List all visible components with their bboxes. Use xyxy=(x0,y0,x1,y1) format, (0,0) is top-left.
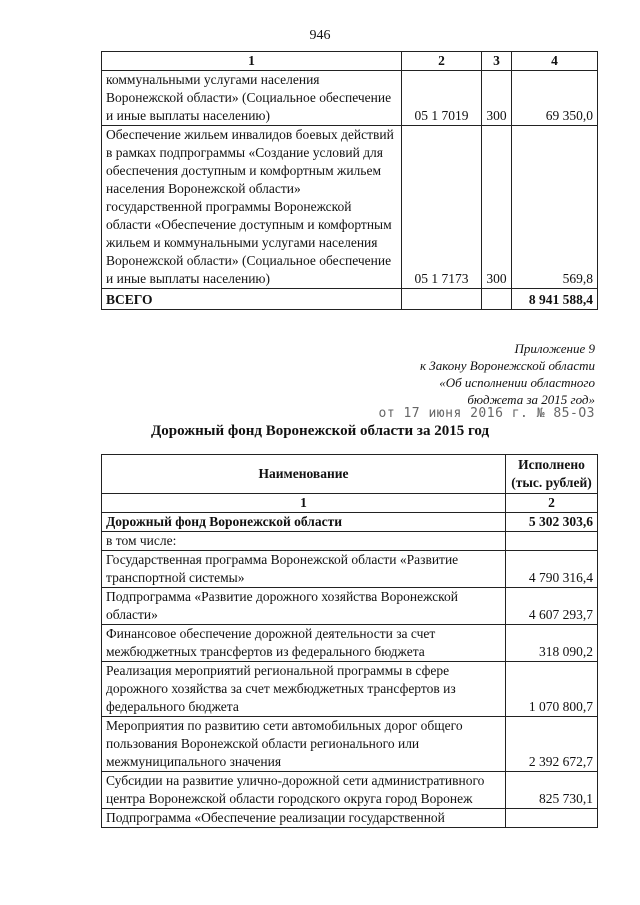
table-row xyxy=(102,662,598,717)
row-value xyxy=(506,809,598,828)
table-row xyxy=(102,126,598,289)
page-number: 946 xyxy=(309,28,331,43)
document-title: Дорожный фонд Воронежской области за 2015 год xyxy=(150,423,490,439)
empty-cell xyxy=(402,289,482,310)
row-sum: 69 350,0 xyxy=(512,71,598,126)
column-header-name: Наименование xyxy=(102,455,506,494)
row-value xyxy=(506,532,598,551)
row-value: 318 090,2 xyxy=(506,625,598,662)
table-row xyxy=(102,717,598,772)
table-header-row xyxy=(102,52,598,71)
row-kvr: 300 xyxy=(482,71,512,126)
header-value-line: Исполнено xyxy=(518,457,585,472)
appendix-line: к Закону Воронежской области xyxy=(419,358,595,373)
table-row xyxy=(102,71,598,126)
row-name: Обеспечение жильем инвалидов боевых действий в рамках подпрограммы «Создание условий для обеспечения доступным и комфортным жильем населения Воронежской области» государственной программы Воронежской области «Обеспечение доступным и комфортным жильем и коммунальными услугами населения Воронежской области» (Социальное обеспечение и иные выплаты населению) xyxy=(102,126,402,289)
row-value: 1 070 800,7 xyxy=(506,662,598,717)
row-value: 5 302 303,6 xyxy=(506,513,598,532)
table-row xyxy=(102,809,598,828)
table-row xyxy=(102,588,598,625)
column-number-row xyxy=(102,494,598,513)
row-value: 4 607 293,7 xyxy=(506,588,598,625)
column-number: 1 xyxy=(102,494,506,513)
column-header: 1 xyxy=(102,52,402,71)
total-sum: 8 941 588,4 xyxy=(512,289,598,310)
row-code: 05 1 7173 xyxy=(402,126,482,289)
table-header-row xyxy=(102,455,598,494)
row-sum: 569,8 xyxy=(512,126,598,289)
road-fund-table xyxy=(101,454,598,828)
column-header: 3 xyxy=(482,52,512,71)
appendix-line: бюджета за 2015 год» xyxy=(467,392,595,407)
law-date-stamp: от 17 июня 2016 г. № 85-ОЗ xyxy=(378,406,595,421)
table-row xyxy=(102,551,598,588)
table-row xyxy=(102,532,598,551)
appendix-line: Приложение 9 xyxy=(514,341,595,356)
column-header-value xyxy=(506,455,598,494)
row-value: 2 392 672,7 xyxy=(506,717,598,772)
header-value-line: (тыс. рублей) xyxy=(511,475,592,490)
row-value: 825 730,1 xyxy=(506,772,598,809)
table-row xyxy=(102,625,598,662)
row-name: Мероприятия по развитию сети автомобильных дорог общего пользования Воронежской области регионального или межмуниципального значения xyxy=(102,717,506,772)
column-number: 2 xyxy=(506,494,598,513)
row-name: в том числе: xyxy=(102,532,506,551)
expenditure-table-continuation xyxy=(101,51,598,310)
row-code: 05 1 7019 xyxy=(402,71,482,126)
empty-cell xyxy=(482,289,512,310)
total-row xyxy=(102,289,598,310)
table-row xyxy=(102,513,598,532)
row-name: Подпрограмма «Обеспечение реализации государственной xyxy=(102,809,506,828)
row-name: Государственная программа Воронежской области «Развитие транспортной системы» xyxy=(102,551,506,588)
column-header: 4 xyxy=(512,52,598,71)
column-header: 2 xyxy=(402,52,482,71)
appendix-heading xyxy=(420,340,595,408)
row-name: Субсидии на развитие улично-дорожной сети административного центра Воронежской области городского округа город Воронеж xyxy=(102,772,506,809)
row-name: Реализация мероприятий региональной программы в сфере дорожного хозяйства за счет межбюджетных трансфертов из федерального бюджета xyxy=(102,662,506,717)
row-name: Подпрограмма «Развитие дорожного хозяйства Воронежской области» xyxy=(102,588,506,625)
row-kvr: 300 xyxy=(482,126,512,289)
appendix-line: «Об исполнении областного xyxy=(439,375,595,390)
table-row xyxy=(102,772,598,809)
row-name: Дорожный фонд Воронежской области xyxy=(102,513,506,532)
total-label: ВСЕГО xyxy=(102,289,402,310)
row-value: 4 790 316,4 xyxy=(506,551,598,588)
row-name: коммунальными услугами населения Воронежской области» (Социальное обеспечение и иные выплаты населению) xyxy=(102,71,402,126)
row-name: Финансовое обеспечение дорожной деятельности за счет межбюджетных трансфертов из федерального бюджета xyxy=(102,625,506,662)
